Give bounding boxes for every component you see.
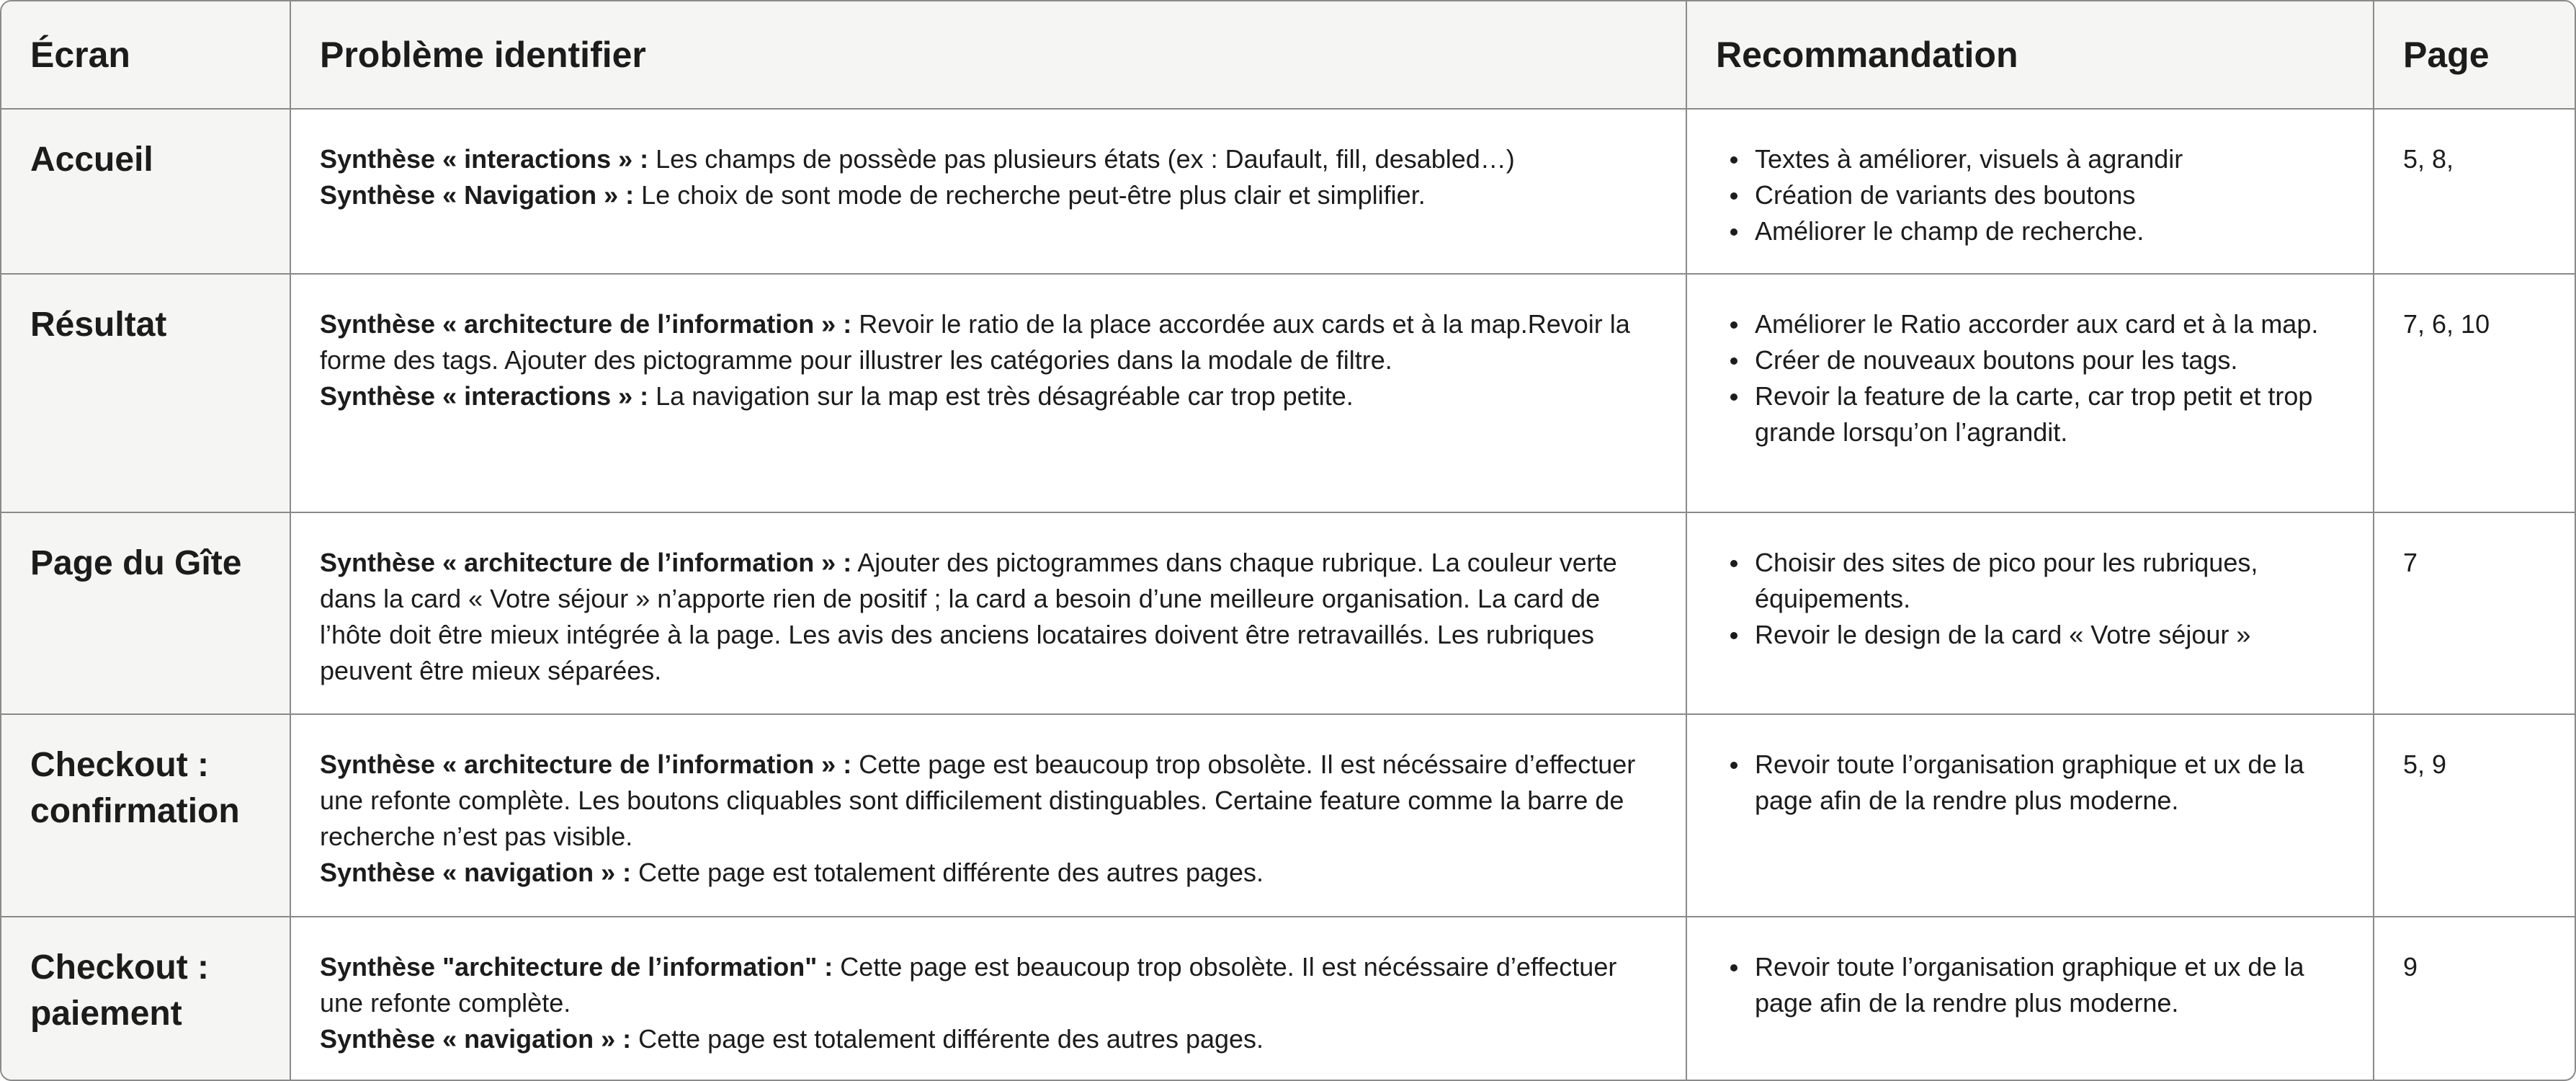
recommendation-list	[1716, 545, 2344, 653]
problem-cell	[291, 275, 1687, 513]
recommendation-item: Créer de nouveaux boutons pour les tags.	[1716, 342, 2344, 378]
recommendation-item: Choisir des sites de pico pour les rubriques, équipements.	[1716, 545, 2344, 617]
recommendation-list	[1716, 747, 2344, 819]
problem-paragraph	[320, 177, 1657, 213]
recommendation-item: Revoir la feature de la carte, car trop petit et trop grande lorsqu’on l’agrandit.	[1716, 378, 2344, 450]
recommendation-list	[1716, 949, 2344, 1021]
problem-label: Synthèse « architecture de l’information » :	[320, 309, 852, 339]
header-recommendation: Recommandation	[1687, 1, 2374, 110]
problem-paragraph	[320, 378, 1657, 414]
recommendation-list	[1716, 141, 2344, 249]
page-numbers: 7, 6, 10	[2374, 275, 2576, 513]
page-numbers: 7	[2374, 513, 2576, 715]
problem-text: La navigation sur la map est très désagréable car trop petite.	[648, 381, 1354, 411]
recommendation-item: Améliorer le champ de recherche.	[1716, 213, 2344, 249]
recommendation-cell	[1687, 513, 2374, 715]
recommendation-item: Revoir toute l’organisation graphique et ux de la page afin de la rendre plus moderne.	[1716, 949, 2344, 1021]
problem-paragraph	[320, 141, 1657, 177]
screen-name: Page du Gîte	[1, 513, 291, 715]
recommendation-cell	[1687, 917, 2374, 1081]
recommendation-item: Revoir le design de la card « Votre séjour »	[1716, 617, 2344, 653]
problem-label: Synthèse « Navigation » :	[320, 180, 635, 210]
problem-text: Cette page est beaucoup trop obsolète. Il est nécéssaire d’effectuer une refonte complète. Les boutons cliquables sont difficilement distinguables. Certaine feature comme la barre de recherche n’est pas visible.	[320, 749, 1636, 851]
page-numbers: 5, 8,	[2374, 110, 2576, 275]
screen-name: Accueil	[1, 110, 291, 275]
problem-text: Revoir le ratio de la place accordée aux cards et à la map.Revoir la forme des tags. Ajouter des pictogramme pour illustrer les catégories dans la modale de filtre.	[320, 309, 1630, 375]
problem-cell	[291, 513, 1687, 715]
recommendation-cell	[1687, 110, 2374, 275]
problem-cell	[291, 917, 1687, 1081]
page-numbers: 9	[2403, 952, 2418, 982]
recommendation-item: Textes à améliorer, visuels à agrandir	[1716, 141, 2344, 177]
problem-cell	[291, 110, 1687, 275]
header-page: Page	[2374, 1, 2576, 110]
problem-label: Synthèse « architecture de l’information » :	[320, 548, 852, 577]
problem-text: Cette page est totalement différente des autres pages.	[631, 858, 1264, 887]
problem-paragraph	[320, 545, 1657, 689]
problem-paragraph	[320, 855, 1657, 891]
recommendation-item: Revoir toute l’organisation graphique et ux de la page afin de la rendre plus moderne.	[1716, 747, 2344, 819]
page-numbers: 5, 9	[2374, 715, 2576, 917]
recommendation-item: Améliorer le Ratio accorder aux card et à la map.	[1716, 306, 2344, 342]
problem-text: Les champs de possède pas plusieurs états (ex : Daufault, fill, desabled…)	[648, 144, 1515, 174]
problem-paragraph	[320, 949, 1657, 1021]
problem-paragraph	[320, 747, 1657, 855]
problem-label: Synthèse « interactions » :	[320, 381, 649, 411]
problem-label: Synthèse "architecture de l’information" :	[320, 952, 833, 982]
recommendation-cell	[1687, 275, 2374, 513]
recommendation-item: Création de variants des boutons	[1716, 177, 2344, 213]
problem-label: Synthèse « architecture de l’information » :	[320, 749, 852, 779]
screen-name: Checkout : paiement	[1, 917, 291, 1081]
problem-label: Synthèse « interactions » :	[320, 144, 649, 174]
problem-text: Cette page est beaucoup trop obsolète. Il est nécéssaire d’effectuer une refonte complète.	[320, 952, 1617, 1018]
problem-label: Synthèse « navigation » :	[320, 858, 632, 887]
screen-name: Checkout : confirmation	[1, 715, 291, 917]
screen-name: Résultat	[1, 275, 291, 513]
problem-paragraph	[320, 306, 1657, 378]
problem-label: Synthèse « navigation » :	[320, 1024, 632, 1054]
header-screen: Écran	[1, 1, 291, 110]
problem-cell	[291, 715, 1687, 917]
recommendation-cell	[1687, 715, 2374, 917]
recommendation-list	[1716, 306, 2344, 450]
header-problem: Problème identifier	[291, 1, 1687, 110]
problem-paragraph	[320, 1021, 1657, 1057]
problem-text: Cette page est totalement différente des autres pages.	[631, 1024, 1264, 1054]
problem-text: Ajouter des pictogrammes dans chaque rubrique. La couleur verte dans la card « Votre séjour » n’apporte rien de positif ; la card a besoin d’une meilleure organisation. La card de l’hôte doit être mieux intégrée à la page. Les avis des anciens locataires doivent être retravaillés. Les rubriques peuvent être mieux séparées.	[320, 548, 1617, 685]
problem-text: Le choix de sont mode de recherche peut-être plus clair et simplifier.	[634, 180, 1426, 210]
